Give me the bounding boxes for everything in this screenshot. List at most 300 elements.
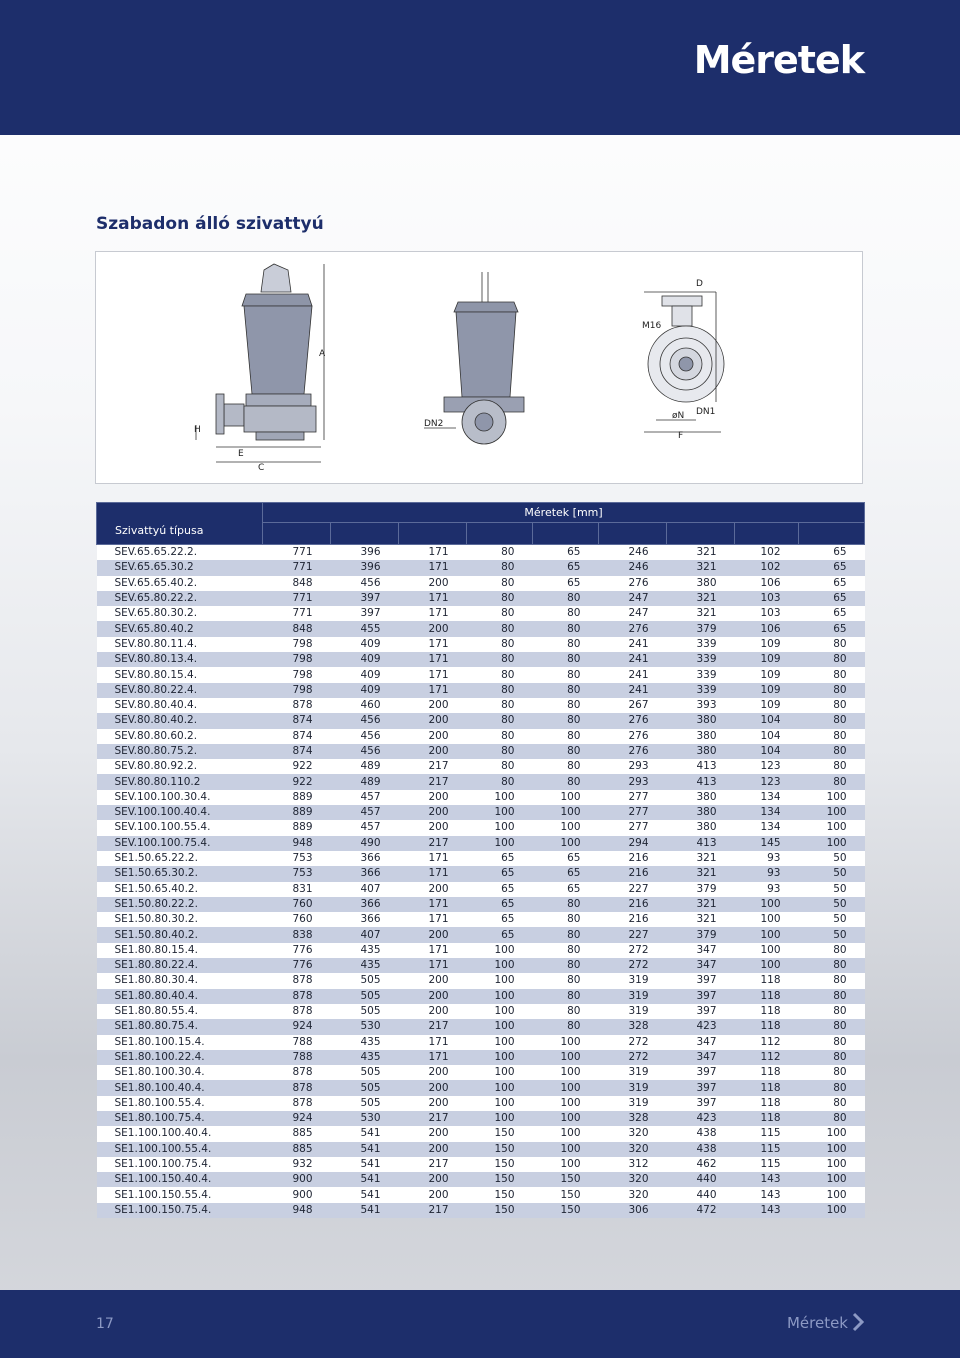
dimension-cell: 462 — [667, 1157, 735, 1172]
dimension-cell: 347 — [667, 1035, 735, 1050]
dimension-cell: 217 — [399, 1203, 467, 1218]
dimension-cell: 80 — [467, 545, 533, 561]
dimension-cell: 922 — [263, 759, 331, 774]
label-on: øN — [672, 411, 685, 421]
pump-type-cell: SEV.100.100.40.4. — [97, 805, 263, 820]
table-row — [97, 560, 865, 575]
dimension-cell: 65 — [533, 576, 599, 591]
table-row — [97, 943, 865, 958]
dimension-cell: 200 — [399, 1065, 467, 1080]
dimensions-header: Méretek [mm] — [263, 503, 865, 523]
pump-dimension-drawing — [95, 251, 863, 484]
dimension-cell: 277 — [599, 790, 667, 805]
dimension-cell: 293 — [599, 774, 667, 789]
dimension-cell: 50 — [799, 912, 865, 927]
dimension-cell: 397 — [667, 1004, 735, 1019]
dimension-cell: 200 — [399, 927, 467, 942]
dimension-cell: 505 — [331, 1096, 399, 1111]
dimension-cell: 321 — [667, 897, 735, 912]
dimension-cell: 123 — [735, 774, 799, 789]
dimension-cell: 328 — [599, 1111, 667, 1126]
dimension-cell: 171 — [399, 851, 467, 866]
dimension-cell: 771 — [263, 560, 331, 575]
pump-type-cell: SE1.80.80.40.4. — [97, 989, 263, 1004]
pump-type-cell: SE1.80.80.30.4. — [97, 973, 263, 988]
dimension-cell: 200 — [399, 729, 467, 744]
pump-type-cell: SEV.100.100.30.4. — [97, 790, 263, 805]
table-row — [97, 683, 865, 698]
dimension-cell: 878 — [263, 698, 331, 713]
dimension-cell: 171 — [399, 1050, 467, 1065]
dimension-cell: 319 — [599, 1004, 667, 1019]
dimension-cell: 80 — [799, 744, 865, 759]
pump-type-cell: SEV.65.65.30.2 — [97, 560, 263, 575]
dimension-cell: 80 — [467, 576, 533, 591]
dimension-cell: 65 — [467, 866, 533, 881]
table-row — [97, 958, 865, 973]
dimension-cell: 100 — [533, 820, 599, 835]
dimension-cell: 472 — [667, 1203, 735, 1218]
dimension-cell: 200 — [399, 698, 467, 713]
dimension-cell: 118 — [735, 1004, 799, 1019]
dimension-cell: 93 — [735, 882, 799, 897]
label-a: A — [319, 349, 326, 359]
dimension-cell: 216 — [599, 866, 667, 881]
dimension-cell: 171 — [399, 1035, 467, 1050]
dimension-cell: 80 — [467, 652, 533, 667]
dimension-cell: 247 — [599, 606, 667, 621]
dimension-cell: 100 — [467, 790, 533, 805]
dimension-cell: 924 — [263, 1111, 331, 1126]
dimension-cell: 246 — [599, 560, 667, 575]
dimension-cell: 874 — [263, 729, 331, 744]
dimension-cell: 100 — [467, 1019, 533, 1034]
page-footer — [0, 1290, 960, 1358]
dimension-cell: 407 — [331, 927, 399, 942]
dimension-cell: 413 — [667, 774, 735, 789]
dimension-cell: 80 — [799, 1111, 865, 1126]
dimension-cell: 118 — [735, 1111, 799, 1126]
dimension-cell: 771 — [263, 606, 331, 621]
dimension-cell: 505 — [331, 1004, 399, 1019]
dimension-cell: 134 — [735, 805, 799, 820]
label-dn1: DN1 — [696, 407, 716, 417]
dimension-cell: 65 — [533, 545, 599, 561]
dim-col-header — [667, 523, 735, 545]
dimension-cell: 423 — [667, 1111, 735, 1126]
dimension-cell: 100 — [467, 989, 533, 1004]
page-title: Méretek — [693, 38, 864, 82]
dimension-cell: 80 — [533, 683, 599, 698]
dimension-cell: 115 — [735, 1126, 799, 1141]
dimension-cell: 798 — [263, 667, 331, 682]
dimension-cell: 65 — [533, 866, 599, 881]
dim-col-header — [467, 523, 533, 545]
dimension-cell: 118 — [735, 973, 799, 988]
dimension-cell: 460 — [331, 698, 399, 713]
dimension-cell: 393 — [667, 698, 735, 713]
table-row — [97, 667, 865, 682]
footer-section-link[interactable]: Méretek — [786, 1314, 848, 1332]
dimension-cell: 80 — [467, 713, 533, 728]
dimension-cell: 50 — [799, 927, 865, 942]
pump-type-cell: SE1.50.65.30.2. — [97, 866, 263, 881]
dimension-cell: 171 — [399, 866, 467, 881]
dimension-cell: 320 — [599, 1187, 667, 1202]
pump-type-cell: SE1.80.80.22.4. — [97, 958, 263, 973]
dimension-cell: 889 — [263, 790, 331, 805]
dimension-cell: 80 — [799, 713, 865, 728]
table-row — [97, 790, 865, 805]
dimension-cell: 321 — [667, 851, 735, 866]
dimension-cell: 80 — [799, 683, 865, 698]
table-row — [97, 882, 865, 897]
dimension-cell: 80 — [799, 1004, 865, 1019]
dimension-cell: 80 — [799, 729, 865, 744]
dimension-cell: 171 — [399, 912, 467, 927]
dimension-cell: 848 — [263, 621, 331, 636]
dimension-cell: 397 — [667, 973, 735, 988]
dimension-cell: 100 — [799, 1172, 865, 1187]
dimension-cell: 100 — [799, 836, 865, 851]
dimension-cell: 80 — [799, 1096, 865, 1111]
dimension-cell: 80 — [799, 652, 865, 667]
dimension-cell: 413 — [667, 836, 735, 851]
dimension-cell: 217 — [399, 1111, 467, 1126]
dimension-cell: 771 — [263, 545, 331, 561]
dimension-cell: 65 — [799, 591, 865, 606]
dimension-cell: 80 — [799, 774, 865, 789]
dimension-cell: 456 — [331, 729, 399, 744]
dimension-cell: 50 — [799, 882, 865, 897]
dimension-cell: 80 — [533, 1004, 599, 1019]
pump-type-cell: SE1.80.100.55.4. — [97, 1096, 263, 1111]
dimension-cell: 347 — [667, 943, 735, 958]
dimension-cell: 80 — [533, 667, 599, 682]
dimension-cell: 312 — [599, 1157, 667, 1172]
dimension-cell: 227 — [599, 882, 667, 897]
dimension-cell: 541 — [331, 1126, 399, 1141]
dimension-cell: 438 — [667, 1126, 735, 1141]
pump-type-cell: SEV.80.80.22.4. — [97, 683, 263, 698]
dimension-cell: 409 — [331, 683, 399, 698]
pump-type-cell: SEV.100.100.75.4. — [97, 836, 263, 851]
dimension-cell: 409 — [331, 637, 399, 652]
dimension-cell: 171 — [399, 606, 467, 621]
dimension-cell: 109 — [735, 667, 799, 682]
dimension-cell: 216 — [599, 912, 667, 927]
dimension-cell: 435 — [331, 1035, 399, 1050]
pump-type-cell: SEV.80.80.15.4. — [97, 667, 263, 682]
dimension-cell: 150 — [533, 1187, 599, 1202]
dimension-cell: 106 — [735, 621, 799, 636]
dimension-cell: 100 — [533, 1035, 599, 1050]
dimension-cell: 889 — [263, 805, 331, 820]
dimension-cell: 80 — [467, 591, 533, 606]
table-row — [97, 1004, 865, 1019]
dimension-cell: 112 — [735, 1035, 799, 1050]
dimension-cell: 65 — [799, 621, 865, 636]
pump-type-cell: SE1.80.80.15.4. — [97, 943, 263, 958]
dimension-cell: 798 — [263, 637, 331, 652]
dimension-cell: 874 — [263, 744, 331, 759]
dimension-cell: 227 — [599, 927, 667, 942]
dimension-cell: 435 — [331, 958, 399, 973]
dimension-cell: 541 — [331, 1157, 399, 1172]
dimension-cell: 831 — [263, 882, 331, 897]
dimension-cell: 277 — [599, 820, 667, 835]
table-row — [97, 637, 865, 652]
dimension-cell: 80 — [533, 698, 599, 713]
dimension-cell: 65 — [799, 606, 865, 621]
dimension-cell: 878 — [263, 1080, 331, 1095]
dimension-cell: 80 — [467, 744, 533, 759]
dimension-cell: 397 — [331, 606, 399, 621]
pump-drawing-svg — [96, 252, 864, 485]
dimension-cell: 80 — [533, 744, 599, 759]
dimension-cell: 541 — [331, 1142, 399, 1157]
dimension-cell: 798 — [263, 683, 331, 698]
pump-type-cell: SE1.100.150.40.4. — [97, 1172, 263, 1187]
dimension-cell: 171 — [399, 958, 467, 973]
dimension-cell: 435 — [331, 943, 399, 958]
dimension-cell: 100 — [735, 897, 799, 912]
dimension-cell: 80 — [467, 759, 533, 774]
dimension-cell: 440 — [667, 1172, 735, 1187]
dim-col-header — [533, 523, 599, 545]
dimensions-table-body — [97, 545, 865, 1219]
dimension-cell: 438 — [667, 1142, 735, 1157]
table-row — [97, 1187, 865, 1202]
dimension-cell: 320 — [599, 1172, 667, 1187]
table-row — [97, 1126, 865, 1141]
dimension-cell: 874 — [263, 713, 331, 728]
dimension-cell: 100 — [467, 1080, 533, 1095]
pump-type-cell: SEV.65.80.22.2. — [97, 591, 263, 606]
dimension-cell: 760 — [263, 897, 331, 912]
dimension-cell: 143 — [735, 1187, 799, 1202]
dimension-cell: 100 — [799, 820, 865, 835]
dimension-cell: 80 — [533, 958, 599, 973]
dimension-cell: 109 — [735, 683, 799, 698]
dimension-cell: 100 — [799, 1203, 865, 1218]
dimension-cell: 878 — [263, 989, 331, 1004]
table-row — [97, 1142, 865, 1157]
dimension-cell: 93 — [735, 866, 799, 881]
dimensions-table — [96, 502, 864, 1218]
dimension-cell: 100 — [467, 1065, 533, 1080]
dimension-cell: 440 — [667, 1187, 735, 1202]
table-row — [97, 713, 865, 728]
dimension-cell: 143 — [735, 1203, 799, 1218]
dimension-cell: 319 — [599, 1096, 667, 1111]
dimension-cell: 65 — [799, 545, 865, 561]
dimension-cell: 932 — [263, 1157, 331, 1172]
dimension-cell: 150 — [533, 1172, 599, 1187]
dimension-cell: 80 — [799, 637, 865, 652]
dimension-cell: 505 — [331, 1065, 399, 1080]
dimension-cell: 100 — [799, 1157, 865, 1172]
dimension-cell: 456 — [331, 744, 399, 759]
pump-type-cell: SE1.100.100.55.4. — [97, 1142, 263, 1157]
label-dn2: DN2 — [424, 419, 444, 429]
dimension-cell: 771 — [263, 591, 331, 606]
label-c: C — [258, 463, 265, 473]
dimension-cell: 150 — [467, 1157, 533, 1172]
dimension-cell: 753 — [263, 866, 331, 881]
dimension-cell: 100 — [467, 1096, 533, 1111]
dimension-cell: 409 — [331, 652, 399, 667]
dimension-cell: 272 — [599, 1050, 667, 1065]
dimension-cell: 80 — [467, 606, 533, 621]
pump-type-cell: SEV.80.80.13.4. — [97, 652, 263, 667]
dimension-cell: 145 — [735, 836, 799, 851]
dimension-cell: 150 — [467, 1203, 533, 1218]
dimension-cell: 276 — [599, 744, 667, 759]
dimension-cell: 80 — [799, 759, 865, 774]
dimension-cell: 200 — [399, 1126, 467, 1141]
dimension-cell: 878 — [263, 1065, 331, 1080]
dimension-cell: 171 — [399, 683, 467, 698]
dimension-cell: 924 — [263, 1019, 331, 1034]
pump-type-cell: SE1.50.80.40.2. — [97, 927, 263, 942]
dimension-cell: 50 — [799, 866, 865, 881]
pump-type-cell: SEV.100.100.55.4. — [97, 820, 263, 835]
dimension-cell: 93 — [735, 851, 799, 866]
dimension-cell: 200 — [399, 989, 467, 1004]
dimension-cell: 171 — [399, 545, 467, 561]
dimension-cell: 435 — [331, 1050, 399, 1065]
dimension-cell: 413 — [667, 759, 735, 774]
dimension-cell: 109 — [735, 698, 799, 713]
dimension-cell: 80 — [533, 713, 599, 728]
dimension-cell: 109 — [735, 637, 799, 652]
table-row — [97, 836, 865, 851]
dimension-cell: 339 — [667, 637, 735, 652]
dimension-cell: 200 — [399, 576, 467, 591]
page-number: 17 — [96, 1316, 114, 1332]
dimension-cell: 80 — [799, 1035, 865, 1050]
dimension-cell: 80 — [467, 698, 533, 713]
dimension-cell: 366 — [331, 866, 399, 881]
dimension-cell: 457 — [331, 820, 399, 835]
dimension-cell: 900 — [263, 1187, 331, 1202]
dimension-cell: 80 — [799, 989, 865, 1004]
table-row — [97, 729, 865, 744]
section-subtitle: Szabadon álló szivattyú — [96, 214, 324, 234]
dimension-cell: 80 — [799, 1065, 865, 1080]
table-row — [97, 1050, 865, 1065]
dimension-cell: 80 — [533, 927, 599, 942]
dimension-cell: 321 — [667, 591, 735, 606]
dimension-cell: 80 — [533, 759, 599, 774]
pump-type-cell: SEV.80.80.40.2. — [97, 713, 263, 728]
dimension-cell: 106 — [735, 576, 799, 591]
table-row — [97, 698, 865, 713]
dimension-cell: 100 — [735, 943, 799, 958]
label-m16: M16 — [642, 321, 662, 331]
label-e: E — [238, 449, 244, 459]
dimension-cell: 366 — [331, 851, 399, 866]
dimension-cell: 217 — [399, 774, 467, 789]
dimension-cell: 104 — [735, 744, 799, 759]
dimension-cell: 150 — [467, 1142, 533, 1157]
dimension-cell: 397 — [667, 1065, 735, 1080]
pump-type-cell: SEV.80.80.40.4. — [97, 698, 263, 713]
dimension-cell: 104 — [735, 713, 799, 728]
dimension-cell: 200 — [399, 621, 467, 636]
dim-col-header — [399, 523, 467, 545]
pump-type-cell: SEV.80.80.11.4. — [97, 637, 263, 652]
dimension-cell: 456 — [331, 713, 399, 728]
dimension-cell: 379 — [667, 927, 735, 942]
dimension-cell: 321 — [667, 606, 735, 621]
dimension-cell: 380 — [667, 744, 735, 759]
dimension-cell: 65 — [533, 560, 599, 575]
dim-col-header — [599, 523, 667, 545]
dimension-cell: 294 — [599, 836, 667, 851]
dimension-cell: 118 — [735, 1096, 799, 1111]
dimension-cell: 80 — [799, 1019, 865, 1034]
dimension-cell: 171 — [399, 591, 467, 606]
dimension-cell: 102 — [735, 545, 799, 561]
table-row — [97, 576, 865, 591]
dimension-cell: 788 — [263, 1050, 331, 1065]
dimension-cell: 339 — [667, 683, 735, 698]
dimension-cell: 80 — [799, 1080, 865, 1095]
table-row — [97, 744, 865, 759]
pump-type-cell: SE1.100.100.40.4. — [97, 1126, 263, 1141]
dimension-cell: 319 — [599, 989, 667, 1004]
dimension-cell: 100 — [467, 1111, 533, 1126]
dimension-cell: 379 — [667, 621, 735, 636]
dimension-cell: 80 — [533, 989, 599, 1004]
dimension-cell: 65 — [799, 560, 865, 575]
dimension-cell: 878 — [263, 973, 331, 988]
dimension-cell: 380 — [667, 729, 735, 744]
table-row — [97, 1172, 865, 1187]
pump-type-cell: SEV.65.65.22.2. — [97, 545, 263, 561]
dimension-cell: 80 — [467, 774, 533, 789]
dimension-cell: 776 — [263, 958, 331, 973]
pump-type-cell: SE1.50.80.30.2. — [97, 912, 263, 927]
pump-type-cell: SEV.80.80.110.2 — [97, 774, 263, 789]
table-row — [97, 1096, 865, 1111]
dimension-cell: 320 — [599, 1126, 667, 1141]
dimension-cell: 200 — [399, 805, 467, 820]
dimension-cell: 247 — [599, 591, 667, 606]
table-row — [97, 866, 865, 881]
type-column-header: Szivattyú típusa — [97, 503, 263, 545]
dimension-cell: 798 — [263, 652, 331, 667]
table-row — [97, 927, 865, 942]
dimension-cell: 321 — [667, 560, 735, 575]
table-row — [97, 851, 865, 866]
chevron-right-icon[interactable] — [852, 1312, 864, 1332]
dimension-cell: 150 — [533, 1203, 599, 1218]
pump-type-cell: SE1.100.150.55.4. — [97, 1187, 263, 1202]
dimension-cell: 80 — [799, 1050, 865, 1065]
table-row — [97, 1065, 865, 1080]
dimension-cell: 115 — [735, 1157, 799, 1172]
dimension-cell: 100 — [533, 1050, 599, 1065]
dimension-cell: 65 — [467, 882, 533, 897]
pump-type-cell: SEV.80.80.60.2. — [97, 729, 263, 744]
table-row — [97, 973, 865, 988]
dimension-cell: 103 — [735, 606, 799, 621]
dimension-cell: 396 — [331, 545, 399, 561]
dimension-cell: 80 — [533, 621, 599, 636]
